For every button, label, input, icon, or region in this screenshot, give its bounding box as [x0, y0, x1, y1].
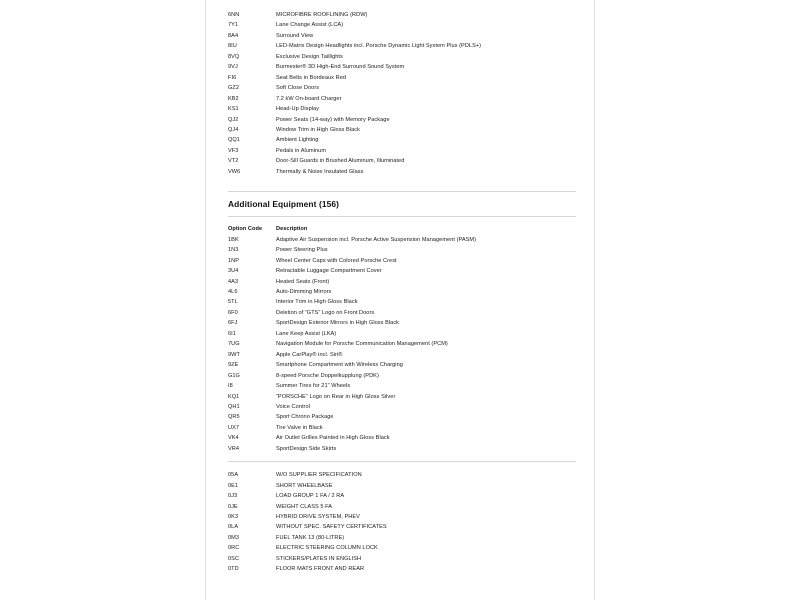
option-code: VT2 [228, 158, 239, 165]
option-code: QJ2 [228, 116, 239, 123]
option-code: 0K3 [228, 514, 239, 521]
option-description: Surround View [276, 32, 314, 39]
option-description: Air Outlet Grilles Painted in High Gloss Black [276, 435, 390, 442]
option-description: FLOOR MATS FRONT AND REAR [276, 566, 365, 573]
option-description: Power Seats (14-way) with Memory Package [276, 116, 390, 123]
option-code: 1BK [228, 236, 239, 243]
table-row [228, 402, 576, 412]
table-row [228, 297, 576, 307]
option-description: Seat Belts in Bordeaux Red [276, 74, 347, 81]
option-code: 0J3 [228, 493, 238, 500]
option-code: I8 [228, 383, 233, 390]
option-code: VW6 [228, 168, 241, 175]
option-code: FI6 [228, 74, 237, 81]
option-description: MICROFIBRE ROOFLINING (RDW) [276, 12, 368, 18]
option-description: Door-Sill Guards in Brushed Aluminum, Illuminated [276, 158, 405, 165]
option-code: 8IU [228, 43, 237, 50]
option-code: G1G [228, 372, 240, 379]
table-row [228, 564, 576, 574]
option-description: LOAD GROUP 1 FA / 2 RA [276, 493, 345, 500]
table-row [228, 554, 576, 564]
additional-equipment-table [228, 224, 576, 575]
option-code: GZ2 [228, 85, 240, 92]
option-description: FUEL TANK 13 (80-LITRE) [276, 534, 345, 541]
group-divider-row [228, 454, 576, 470]
option-code: 05A [228, 472, 239, 479]
option-description: Burmester® 3D High-End Surround Sound System [276, 64, 405, 71]
option-description: Summer Tires for 21" Wheels [276, 383, 351, 390]
option-code: 1N3 [228, 247, 239, 254]
option-code: 6NN [228, 12, 240, 18]
option-description: Retractable Luggage Compartment Cover [276, 268, 382, 275]
option-code: KS1 [228, 106, 239, 113]
option-description: Auto-Dimming Mirrors [276, 288, 332, 295]
table-row [228, 135, 576, 145]
option-description: WEIGHT CLASS 5 FA [276, 503, 333, 510]
page-right-rule [594, 0, 595, 600]
additional-equipment-body [228, 224, 576, 575]
table-row [228, 73, 576, 83]
option-code: QJ4 [228, 126, 239, 133]
option-code: VF3 [228, 147, 239, 154]
option-description: 8-speed Porsche Doppelkupplung (PDK) [276, 372, 379, 379]
option-description: Ambient Lighting [276, 137, 319, 144]
table-row [228, 41, 576, 51]
option-code: 0JE [228, 503, 238, 510]
option-description: Interior Trim in High Gloss Black [276, 299, 358, 306]
option-code: 0TD [228, 566, 239, 573]
table-row [228, 470, 576, 480]
option-code: KB2 [228, 95, 239, 102]
table-row [228, 10, 576, 20]
option-description: SportDesign Side Skirts [276, 445, 337, 452]
table-row [228, 31, 576, 41]
option-code: 4L6 [228, 288, 238, 295]
option-code: 7UG [228, 341, 240, 348]
table-row [228, 512, 576, 522]
table-row [228, 543, 576, 553]
document-content [228, 10, 576, 575]
table-row [228, 444, 576, 454]
top-options-body [228, 10, 576, 177]
option-code: KQ1 [228, 393, 240, 400]
table-row [228, 491, 576, 501]
table-row [228, 502, 576, 512]
option-code: 0SC [228, 555, 240, 562]
additional-equipment-section [228, 191, 576, 575]
top-options-table [228, 10, 576, 177]
table-row [228, 146, 576, 156]
table-row [228, 287, 576, 297]
table-row [228, 235, 576, 245]
table-row [228, 318, 576, 328]
table-row [228, 423, 576, 433]
group-divider-cell [228, 454, 576, 470]
table-row [228, 62, 576, 72]
option-description: LED-Matrix Design Headlights incl. Porsche Dynamic Light System Plus (PDLS+) [276, 43, 482, 50]
option-description: WITHOUT SPEC. SAFETY CERTIFICATES [276, 524, 387, 531]
table-row [228, 20, 576, 30]
option-description: Wheel Center Caps with Colored Porsche Crest [276, 257, 397, 264]
table-row [228, 371, 576, 381]
option-description: Navigation Module for Porsche Communication Management (PCM) [276, 341, 448, 348]
table-row [228, 83, 576, 93]
table-row [228, 94, 576, 104]
table-row [228, 167, 576, 177]
option-code: 7Y1 [228, 22, 239, 29]
option-description: SHORT WHEELBASE [276, 482, 333, 489]
table-row [228, 266, 576, 276]
option-description: Tire Valve in Black [276, 424, 323, 431]
section-title: Additional Equipment (156) [228, 199, 340, 210]
table-row [228, 52, 576, 62]
option-code: 3U4 [228, 268, 239, 275]
option-code: 9VJ [228, 64, 238, 71]
option-description: W/O SUPPLIER SPECIFICATION [276, 472, 362, 479]
option-code: 6FJ [228, 320, 238, 327]
option-code: 8A4 [228, 32, 239, 39]
table-row [228, 522, 576, 532]
option-code: 6I1 [228, 330, 236, 337]
section-title-wrap [228, 191, 576, 217]
table-row [228, 329, 576, 339]
option-code: 0E1 [228, 482, 239, 489]
option-code: 0LA [228, 524, 239, 531]
table-row [228, 481, 576, 491]
option-code: 6F0 [228, 309, 238, 316]
table-row [228, 533, 576, 543]
option-code: 1NP [228, 257, 240, 264]
table-row [228, 125, 576, 135]
table-row [228, 256, 576, 266]
option-description: Apple CarPlay® incl. Siri® [276, 351, 343, 358]
option-description: Head-Up Display [276, 106, 320, 113]
column-header-description: Description [276, 226, 308, 233]
option-code: QH1 [228, 403, 240, 410]
table-row [228, 277, 576, 287]
table-header-row [228, 224, 576, 234]
option-description: Deletion of “GTS” Logo on Front Doors [276, 309, 375, 316]
option-description: SportDesign Exterior Mirrors in High Gloss Black [276, 320, 400, 327]
option-code: 4A3 [228, 278, 239, 285]
table-row [228, 381, 576, 391]
option-code: QR5 [228, 414, 240, 421]
table-row [228, 392, 576, 402]
option-description: 7.2 kW On-board Charger [276, 95, 342, 102]
table-row [228, 156, 576, 166]
table-row [228, 350, 576, 360]
option-description: ELECTRIC STEERING COLUMN LOCK [276, 545, 378, 552]
page-left-rule [205, 0, 206, 600]
option-description: Adaptive Air Suspension incl. Porsche Active Suspension Management (PASM) [276, 236, 477, 243]
option-code: 0RC [228, 545, 240, 552]
group-divider [228, 461, 576, 463]
table-row [228, 339, 576, 349]
table-row [228, 245, 576, 255]
option-code: 0M3 [228, 534, 240, 541]
option-description: Sport Chrono Package [276, 414, 334, 421]
option-description: Lane Keep Assist (LKA) [276, 330, 337, 337]
option-description: Thermally & Noise Insulated Glass [276, 168, 364, 175]
option-description: Voice Control [276, 403, 310, 410]
column-header-option-code: Option Code [228, 226, 263, 233]
option-description: Smartphone Compartment with Wireless Charging [276, 362, 403, 369]
option-code: 9WT [228, 351, 240, 358]
option-code: VR4 [228, 445, 240, 452]
option-description: STICKERS/PLATES IN ENGLISH [276, 555, 362, 562]
option-description: “PORSCHE” Logo on Rear in High Gloss Silver [276, 393, 396, 400]
table-row [228, 115, 576, 125]
option-code: QQ1 [228, 137, 240, 144]
option-description: Pedals in Aluminum [276, 147, 327, 154]
table-row [228, 104, 576, 114]
option-description: Heated Seats (Front) [276, 278, 330, 285]
option-description: Power Steering Plus [276, 247, 328, 254]
option-code: 8VQ [228, 53, 240, 60]
option-description: Soft Close Doors [276, 85, 320, 92]
option-description: HYBRID DRIVE SYSTEM, PHEV [276, 514, 360, 521]
option-code: VK4 [228, 435, 239, 442]
option-description: Lane Change Assist (LCA) [276, 22, 344, 29]
table-row [228, 433, 576, 443]
option-description: Window Trim in High Gloss Black [276, 126, 360, 133]
table-row [228, 412, 576, 422]
table-row [228, 308, 576, 318]
option-description: Exclusive Design Taillights [276, 53, 343, 60]
option-code: 5TL [228, 299, 238, 306]
table-row [228, 360, 576, 370]
option-code: 9ZE [228, 362, 239, 369]
option-code: UX7 [228, 424, 240, 431]
